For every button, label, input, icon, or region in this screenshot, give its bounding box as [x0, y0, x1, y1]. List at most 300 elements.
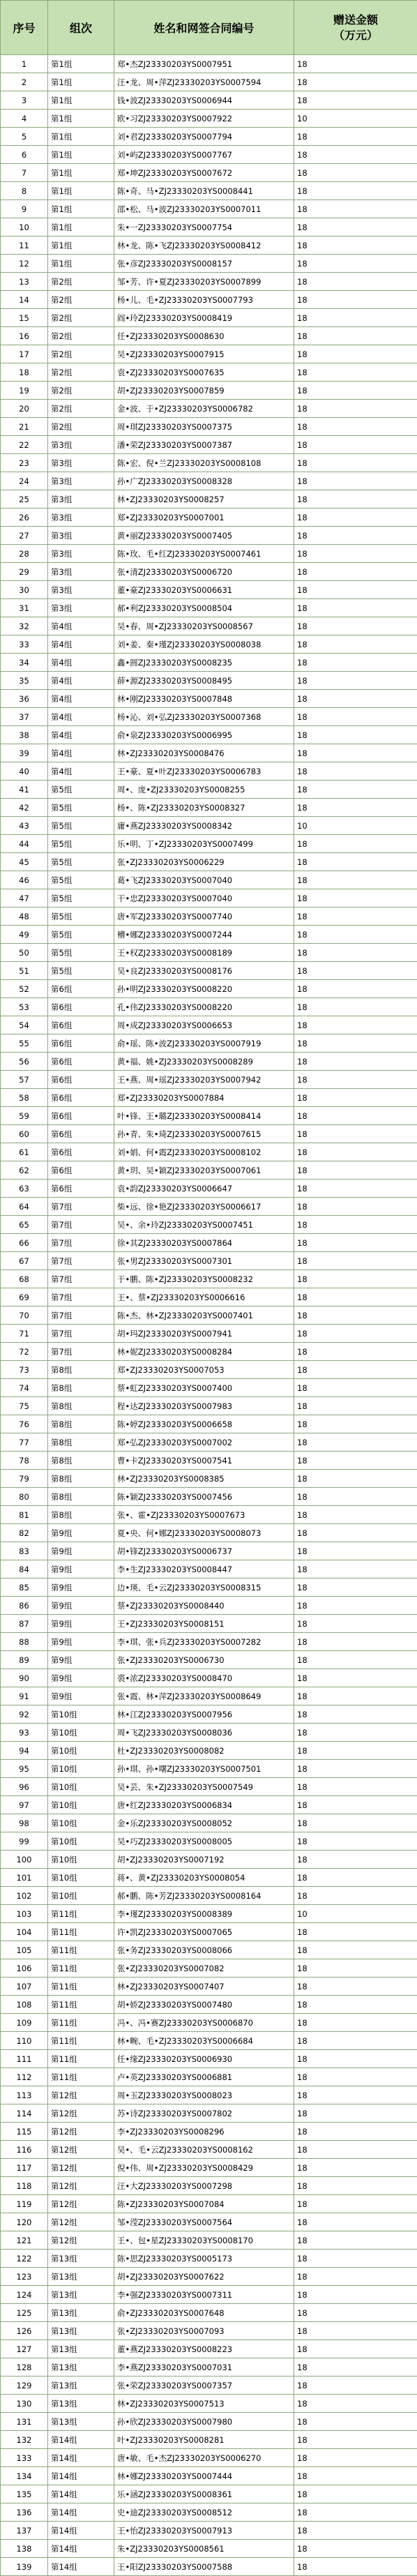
row-group: 第9组	[48, 1579, 114, 1597]
table-row	[1, 1415, 417, 1433]
row-group: 第13组	[48, 2395, 114, 2413]
table-row	[1, 2522, 417, 2540]
table-row	[1, 400, 417, 418]
table-row	[1, 490, 417, 509]
row-name-contract: 俞•ZJ23330203YS0007648	[114, 2304, 294, 2322]
row-amount: 18	[294, 1143, 417, 1161]
row-name-contract: 唐•红ZJ23330203YS0006834	[114, 1796, 294, 1814]
row-group: 第12组	[48, 2177, 114, 2195]
table-row	[1, 2340, 417, 2358]
row-name-contract: 汪•龙、周•萍ZJ23330203YS0007594	[114, 73, 294, 91]
row-index: 6	[1, 146, 48, 164]
row-amount: 18	[294, 926, 417, 944]
row-group: 第6组	[48, 1016, 114, 1034]
table-row	[1, 291, 417, 309]
row-name-contract: 张•彦ZJ23330203YS0008157	[114, 255, 294, 273]
table-row	[1, 926, 417, 944]
table-row	[1, 690, 417, 708]
row-name-contract: 孙•广ZJ23330203YS0008328	[114, 472, 294, 490]
row-group: 第13组	[48, 2413, 114, 2431]
row-name-contract: 王•、蔡•ZJ23330203YS0006616	[114, 1288, 294, 1306]
table-row	[1, 2431, 417, 2449]
table-row	[1, 1724, 417, 1742]
row-group: 第12组	[48, 2086, 114, 2104]
table-row	[1, 2485, 417, 2503]
row-amount: 18	[294, 309, 417, 327]
row-name-contract: 叶•锋、王•璐ZJ23330203YS0008414	[114, 1107, 294, 1125]
row-amount: 18	[294, 1796, 417, 1814]
row-group: 第1组	[48, 200, 114, 218]
row-index: 29	[1, 563, 48, 581]
table-row	[1, 708, 417, 726]
row-amount: 18	[294, 998, 417, 1016]
row-amount: 18	[294, 1669, 417, 1687]
row-amount: 18	[294, 1288, 417, 1306]
row-group: 第1组	[48, 164, 114, 182]
row-name-contract: 鑫•圆ZJ23330203YS0008235	[114, 654, 294, 672]
row-group: 第1组	[48, 146, 114, 164]
table-row	[1, 617, 417, 635]
row-group: 第8组	[48, 1506, 114, 1524]
row-group: 第10组	[48, 1724, 114, 1742]
table-row	[1, 91, 417, 110]
table-row	[1, 1270, 417, 1288]
row-group: 第4组	[48, 654, 114, 672]
table-row	[1, 218, 417, 236]
row-name-contract: 陈•宏、倪•兰ZJ23330203YS0008108	[114, 454, 294, 472]
table-row	[1, 1034, 417, 1053]
table-row	[1, 1397, 417, 1415]
row-index: 116	[1, 2141, 48, 2159]
row-amount: 18	[294, 2159, 417, 2177]
row-amount: 18	[294, 382, 417, 400]
row-name-contract: 刘•屿ZJ23330203YS0007767	[114, 146, 294, 164]
table-row	[1, 1742, 417, 1760]
row-group: 第1组	[48, 128, 114, 146]
row-index: 52	[1, 980, 48, 998]
row-group: 第3组	[48, 563, 114, 581]
row-index: 41	[1, 781, 48, 799]
table-row	[1, 1869, 417, 1887]
row-index: 36	[1, 690, 48, 708]
row-group: 第10组	[48, 1705, 114, 1724]
row-amount: 18	[294, 1252, 417, 1270]
row-index: 64	[1, 1198, 48, 1216]
row-name-contract: 张•荣ZJ23330203YS0007357	[114, 2377, 294, 2395]
row-amount: 18	[294, 1198, 417, 1216]
row-name-contract: 李•强ZJ23330203YS0007311	[114, 2286, 294, 2304]
table-row	[1, 1560, 417, 1579]
row-amount: 18	[294, 1325, 417, 1343]
row-amount: 18	[294, 581, 417, 599]
header-amount	[294, 1, 417, 55]
row-index: 111	[1, 2050, 48, 2068]
row-amount: 18	[294, 490, 417, 509]
row-group: 第5组	[48, 871, 114, 889]
table-row	[1, 635, 417, 654]
row-group: 第12组	[48, 2104, 114, 2123]
row-index: 8	[1, 182, 48, 200]
row-index: 88	[1, 1633, 48, 1651]
row-group: 第14组	[48, 2485, 114, 2503]
row-amount: 18	[294, 2522, 417, 2540]
row-amount: 18	[294, 1071, 417, 1089]
row-amount: 18	[294, 2503, 417, 2522]
row-name-contract: 李•瑾ZJ23330203YS0008389	[114, 1905, 294, 1923]
table-row	[1, 599, 417, 617]
row-name-contract: 蔡•ZJ23330203YS0008440	[114, 1597, 294, 1615]
row-amount: 18	[294, 1343, 417, 1361]
row-group: 第12组	[48, 2231, 114, 2250]
row-name-contract: 冯•、冯•赛ZJ23330203YS0006870	[114, 2014, 294, 2032]
row-amount: 18	[294, 1089, 417, 1107]
header-index: 序号	[1, 1, 48, 55]
row-index: 14	[1, 291, 48, 309]
row-index: 10	[1, 218, 48, 236]
row-name-contract: 王•、包•星ZJ23330203YS0008170	[114, 2231, 294, 2250]
row-index: 134	[1, 2467, 48, 2485]
table-row	[1, 545, 417, 563]
row-name-contract: 夏•央、何•娜ZJ23330203YS0008073	[114, 1524, 294, 1542]
row-index: 129	[1, 2377, 48, 2395]
table-row	[1, 2395, 417, 2413]
row-name-contract: 李•ZJ23330203YS0008296	[114, 2123, 294, 2141]
row-name-contract: 许•凯ZJ23330203YS0007065	[114, 1923, 294, 1941]
row-index: 109	[1, 2014, 48, 2032]
row-group: 第5组	[48, 889, 114, 907]
row-index: 60	[1, 1125, 48, 1143]
row-group: 第6组	[48, 980, 114, 998]
row-name-contract: 袁•韵ZJ23330203YS0006647	[114, 1180, 294, 1198]
row-index: 85	[1, 1579, 48, 1597]
row-amount: 18	[294, 853, 417, 871]
row-index: 139	[1, 2558, 48, 2576]
row-index: 7	[1, 164, 48, 182]
row-index: 97	[1, 1796, 48, 1814]
row-name-contract: 董•燕ZJ23330203YS0008223	[114, 2340, 294, 2358]
row-group: 第3组	[48, 509, 114, 527]
row-name-contract: 朱•一ZJ23330203YS0007754	[114, 218, 294, 236]
row-index: 45	[1, 853, 48, 871]
row-amount: 18	[294, 291, 417, 309]
row-name-contract: 张•ZJ23330203YS0007082	[114, 1959, 294, 1978]
row-name-contract: 任•ZJ23330203YS0008630	[114, 327, 294, 345]
row-amount: 18	[294, 1234, 417, 1252]
table-row	[1, 73, 417, 91]
row-index: 27	[1, 527, 48, 545]
row-amount: 18	[294, 2340, 417, 2358]
row-amount: 18	[294, 889, 417, 907]
row-amount: 18	[294, 2123, 417, 2141]
row-amount: 18	[294, 726, 417, 744]
row-group: 第2组	[48, 400, 114, 418]
row-name-contract: 张•男ZJ23330203YS0007301	[114, 1252, 294, 1270]
table-row	[1, 2304, 417, 2322]
row-index: 63	[1, 1180, 48, 1198]
table-row	[1, 1361, 417, 1379]
row-amount: 18	[294, 1633, 417, 1651]
row-name-contract: 叶•ZJ23330203YS0008281	[114, 2431, 294, 2449]
table-row	[1, 273, 417, 291]
row-index: 58	[1, 1089, 48, 1107]
row-group: 第11组	[48, 2050, 114, 2068]
row-amount: 18	[294, 744, 417, 762]
row-amount: 18	[294, 1016, 417, 1034]
row-amount: 18	[294, 1161, 417, 1180]
row-amount: 18	[294, 327, 417, 345]
row-amount: 18	[294, 962, 417, 980]
row-name-contract: 王•权ZJ23330203YS0008189	[114, 944, 294, 962]
row-group: 第1组	[48, 255, 114, 273]
row-name-contract: 史•迪ZJ23330203YS0008512	[114, 2503, 294, 2522]
row-name-contract: 李•琪、张•兵ZJ23330203YS0007282	[114, 1633, 294, 1651]
row-group: 第5组	[48, 853, 114, 871]
table-row	[1, 2268, 417, 2286]
row-name-contract: 孙•琪、孙•曙ZJ23330203YS0007501	[114, 1760, 294, 1778]
row-amount: 18	[294, 509, 417, 527]
row-group: 第6组	[48, 1143, 114, 1161]
row-index: 68	[1, 1270, 48, 1288]
row-group: 第6组	[48, 1071, 114, 1089]
table-row	[1, 1814, 417, 1832]
table-row	[1, 2068, 417, 2086]
table-row	[1, 1288, 417, 1306]
row-amount: 18	[294, 436, 417, 454]
row-group: 第10组	[48, 1869, 114, 1887]
row-name-contract: 郝•利ZJ23330203YS0008504	[114, 599, 294, 617]
row-index: 76	[1, 1415, 48, 1433]
row-group: 第14组	[48, 2503, 114, 2522]
row-name-contract: 任•缘ZJ23330203YS0006930	[114, 2050, 294, 2068]
row-name-contract: 邵•松、马•波ZJ23330203YS0007011	[114, 200, 294, 218]
table-row	[1, 2177, 417, 2195]
row-amount: 18	[294, 2322, 417, 2340]
row-group: 第14组	[48, 2522, 114, 2540]
table-row	[1, 1941, 417, 1959]
row-index: 35	[1, 672, 48, 690]
table-row	[1, 1832, 417, 1851]
row-group: 第11组	[48, 1996, 114, 2014]
row-index: 22	[1, 436, 48, 454]
row-amount: 18	[294, 1270, 417, 1288]
row-group: 第5组	[48, 799, 114, 817]
table-row	[1, 1851, 417, 1869]
row-group: 第9组	[48, 1560, 114, 1579]
row-group: 第14组	[48, 2540, 114, 2558]
row-name-contract: 胡•ZJ23330203YS0007859	[114, 382, 294, 400]
row-index: 59	[1, 1107, 48, 1125]
row-index: 9	[1, 200, 48, 218]
row-name-contract: 槽•娜ZJ23330203YS0007244	[114, 926, 294, 944]
row-group: 第5组	[48, 907, 114, 926]
row-group: 第6组	[48, 1125, 114, 1143]
row-group: 第7组	[48, 1216, 114, 1234]
table-row	[1, 2032, 417, 2050]
row-amount: 18	[294, 617, 417, 635]
row-name-contract: 林•妮ZJ23330203YS0008284	[114, 1343, 294, 1361]
row-name-contract: 李•生ZJ23330203YS0008447	[114, 1560, 294, 1579]
row-index: 23	[1, 454, 48, 472]
row-group: 第2组	[48, 363, 114, 382]
table-row	[1, 1651, 417, 1669]
table-row	[1, 1071, 417, 1089]
table-row	[1, 1887, 417, 1905]
row-amount: 18	[294, 527, 417, 545]
table-row	[1, 1306, 417, 1325]
table-row	[1, 1343, 417, 1361]
row-index: 110	[1, 2032, 48, 2050]
table-row	[1, 1905, 417, 1923]
table-row	[1, 2467, 417, 2485]
row-amount: 18	[294, 1978, 417, 1996]
row-index: 1	[1, 55, 48, 73]
row-group: 第1组	[48, 110, 114, 128]
row-amount: 18	[294, 2304, 417, 2322]
row-name-contract: 张•务ZJ23330203YS0008066	[114, 1941, 294, 1959]
row-index: 93	[1, 1724, 48, 1742]
row-index: 133	[1, 2449, 48, 2467]
row-group: 第10组	[48, 1742, 114, 1760]
table-row	[1, 2086, 417, 2104]
row-group: 第4组	[48, 672, 114, 690]
row-name-contract: 曹•卡ZJ23330203YS0007541	[114, 1452, 294, 1470]
row-amount: 18	[294, 907, 417, 926]
row-group: 第5组	[48, 944, 114, 962]
table-row	[1, 2449, 417, 2467]
row-amount: 18	[294, 1687, 417, 1705]
row-group: 第1组	[48, 218, 114, 236]
row-amount: 18	[294, 1452, 417, 1470]
table-row	[1, 2123, 417, 2141]
row-group: 第11组	[48, 2014, 114, 2032]
row-amount: 18	[294, 1107, 417, 1125]
row-index: 19	[1, 382, 48, 400]
row-amount: 18	[294, 1651, 417, 1669]
table-row	[1, 907, 417, 926]
row-amount: 18	[294, 1996, 417, 2014]
row-group: 第14组	[48, 2558, 114, 2576]
row-name-contract: 杨•、陈•ZJ23330203YS0008327	[114, 799, 294, 817]
header-amount-line1: 赠送金额	[294, 13, 417, 28]
row-group: 第13组	[48, 2358, 114, 2377]
row-index: 37	[1, 708, 48, 726]
row-amount: 18	[294, 980, 417, 998]
table-row	[1, 1325, 417, 1343]
row-name-contract: 吴•芸、朱•ZJ23330203YS0007549	[114, 1778, 294, 1796]
table-row	[1, 1488, 417, 1506]
row-name-contract: 李•燕ZJ23330203YS0007031	[114, 2358, 294, 2377]
row-group: 第7组	[48, 1325, 114, 1343]
row-index: 135	[1, 2485, 48, 2503]
row-name-contract: 徐•其ZJ23330203YS0007864	[114, 1234, 294, 1252]
row-name-contract: 刘•君ZJ23330203YS0007794	[114, 128, 294, 146]
row-index: 3	[1, 91, 48, 110]
table-row	[1, 1796, 417, 1814]
row-group: 第3组	[48, 599, 114, 617]
row-group: 第10组	[48, 1832, 114, 1851]
table-row	[1, 2540, 417, 2558]
row-group: 第3组	[48, 436, 114, 454]
row-index: 46	[1, 871, 48, 889]
row-group: 第1组	[48, 55, 114, 73]
table-row	[1, 182, 417, 200]
row-index: 34	[1, 654, 48, 672]
row-name-contract: 于•鹏、陈•ZJ23330203YS0008232	[114, 1270, 294, 1288]
row-group: 第1组	[48, 91, 114, 110]
row-group: 第8组	[48, 1433, 114, 1452]
row-index: 127	[1, 2340, 48, 2358]
table-row	[1, 382, 417, 400]
row-group: 第1组	[48, 182, 114, 200]
row-group: 第6组	[48, 1053, 114, 1071]
row-group: 第2组	[48, 345, 114, 363]
row-index: 130	[1, 2395, 48, 2413]
row-index: 121	[1, 2231, 48, 2250]
row-group: 第11组	[48, 2068, 114, 2086]
row-name-contract: 林•ZJ23330203YS0008257	[114, 490, 294, 509]
table-row	[1, 799, 417, 817]
row-group: 第13组	[48, 2250, 114, 2268]
row-group: 第13组	[48, 2377, 114, 2395]
table-row	[1, 418, 417, 436]
row-group: 第3组	[48, 454, 114, 472]
row-amount: 18	[294, 2086, 417, 2104]
row-amount: 18	[294, 2050, 417, 2068]
table-row	[1, 164, 417, 182]
row-amount: 18	[294, 2540, 417, 2558]
row-amount: 18	[294, 654, 417, 672]
row-index: 91	[1, 1687, 48, 1705]
row-group: 第9组	[48, 1542, 114, 1560]
row-name-contract: 张•清ZJ23330203YS0006720	[114, 563, 294, 581]
row-group: 第5组	[48, 781, 114, 799]
row-group: 第13组	[48, 2322, 114, 2340]
row-name-contract: 周•琪ZJ23330203YS0007375	[114, 418, 294, 436]
row-amount: 18	[294, 1579, 417, 1597]
row-amount: 18	[294, 2268, 417, 2286]
table-row	[1, 1016, 417, 1034]
row-group: 第3组	[48, 527, 114, 545]
table-row	[1, 1760, 417, 1778]
row-amount: 18	[294, 1361, 417, 1379]
row-amount: 18	[294, 73, 417, 91]
row-index: 72	[1, 1343, 48, 1361]
table-row	[1, 55, 417, 73]
row-group: 第8组	[48, 1415, 114, 1433]
row-amount: 18	[294, 1125, 417, 1143]
row-group: 第4组	[48, 635, 114, 654]
row-group: 第6组	[48, 1161, 114, 1180]
row-index: 73	[1, 1361, 48, 1379]
table-row	[1, 236, 417, 255]
row-group: 第8组	[48, 1488, 114, 1506]
table-row	[1, 563, 417, 581]
row-amount: 18	[294, 454, 417, 472]
table-row	[1, 2231, 417, 2250]
row-index: 78	[1, 1452, 48, 1470]
row-amount: 18	[294, 1053, 417, 1071]
row-amount: 18	[294, 218, 417, 236]
table-row	[1, 1452, 417, 1470]
table-row	[1, 1379, 417, 1397]
row-amount: 18	[294, 472, 417, 490]
row-index: 80	[1, 1488, 48, 1506]
row-name-contract: 周•、庞•ZJ23330203YS0008255	[114, 781, 294, 799]
row-index: 81	[1, 1506, 48, 1524]
table-row	[1, 2413, 417, 2431]
row-index: 21	[1, 418, 48, 436]
row-name-contract: 苏•诗ZJ23330203YS0007802	[114, 2104, 294, 2123]
